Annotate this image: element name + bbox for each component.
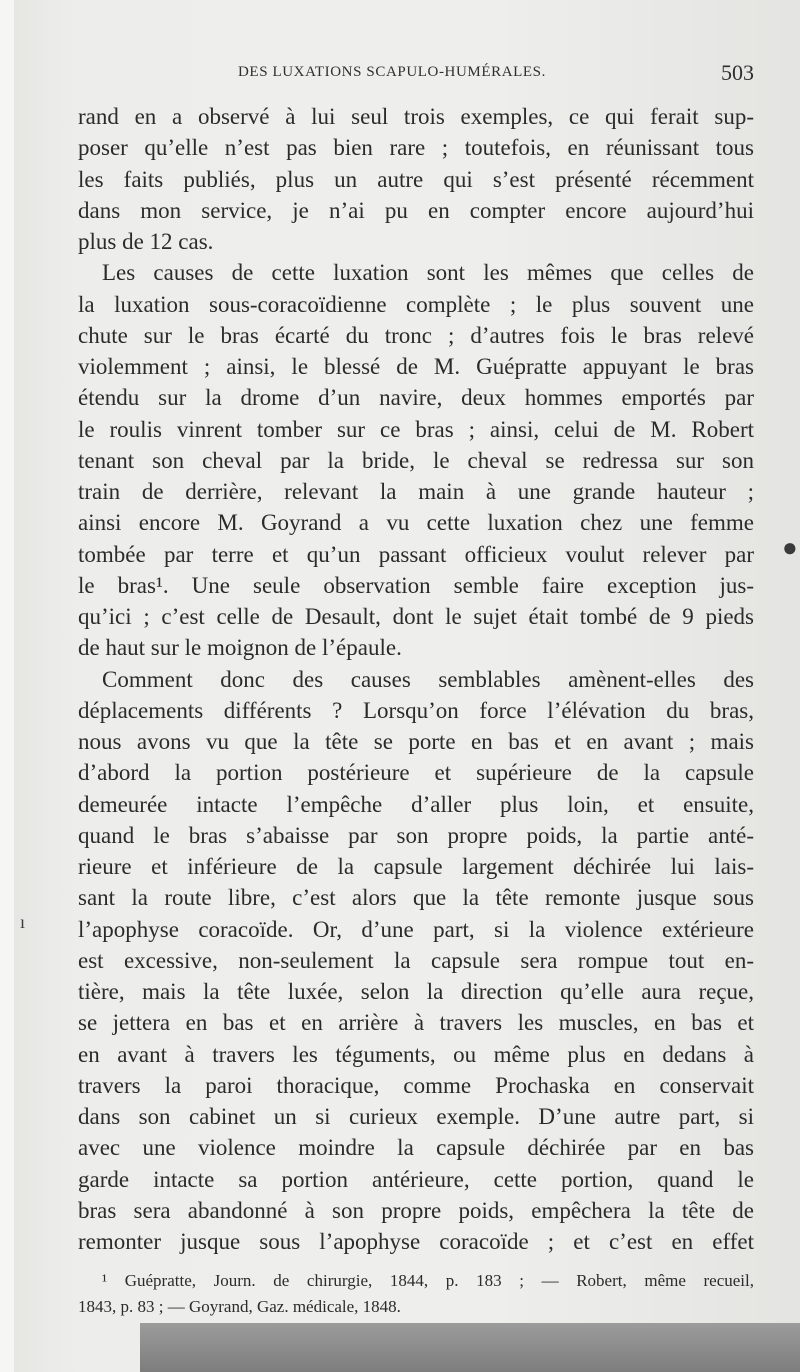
running-head: DES LUXATIONS SCAPULO-HUMÉRALES. (238, 64, 546, 80)
text-line: l’apophyse coracoïde. Or, d’une part, si la violence extérieure (78, 916, 754, 942)
text-line: rieure et inférieure de la capsule largement déchirée lui lais- (78, 854, 754, 879)
paragraph-start-line: Les causes de cette luxation sont les mêmes que celles de (102, 260, 754, 286)
ink-blot-mark: ● (782, 533, 798, 562)
text-line: se jettera en bas et en arrière à travers les muscles, en bas et (78, 1010, 754, 1036)
text-line: dans mon service, je n’ai pu en compter encore aujourd’hui (78, 197, 754, 223)
text-line: les faits publiés, plus un autre qui s’est présenté récemment (78, 166, 754, 192)
text-line: nous avons vu que la tête se porte en bas et en avant ; mais (78, 729, 754, 754)
text-line: déplacements différents ? Lorsqu’on force l’élévation du bras, (78, 697, 754, 723)
text-line: bras sera abandonné à son propre poids, empêchera la tête de (78, 1197, 754, 1223)
margin-tick-mark: ı (20, 912, 26, 932)
body-text (78, 101, 754, 1257)
text-line: le bras¹. Une seule observation semble faire exception jus- (78, 572, 754, 598)
text-line: plus de 12 cas. (78, 229, 214, 254)
paragraph-start-line: Comment donc des causes semblables amènent-elles des (102, 666, 754, 692)
scan-left-edge (0, 0, 14, 1372)
text-line: quand le bras s’abaisse par son propre poids, la partie anté- (78, 822, 754, 848)
text-line: poser qu’elle n’est pas bien rare ; toutefois, en réunissant tous (78, 135, 754, 161)
text-line: avec une violence moindre la capsule déchirée par en bas (78, 1135, 754, 1161)
text-line: violemment ; ainsi, le blessé de M. Guépratte appuyant le bras (78, 354, 754, 379)
text-line: tière, mais la tête luxée, selon la direction qu’elle aura reçue, (78, 979, 754, 1004)
page-number: 503 (721, 60, 754, 85)
text-line: ainsi encore M. Goyrand a vu cette luxation chez une femme (78, 510, 754, 536)
text-line: en avant à travers les téguments, ou même plus en dedans à (78, 1041, 754, 1067)
footnote-line: 1843, p. 83 ; — Goyrand, Gaz. médicale, 1848. (78, 1297, 401, 1316)
text-line: travers la paroi thoracique, comme Prochaska en conservait (78, 1072, 754, 1098)
text-line: étendu sur la drome d’un navire, deux hommes emportés par (78, 385, 754, 411)
footnotes (78, 1268, 754, 1320)
text-line: train de derrière, relevant la main à une grande hauteur ; (78, 479, 754, 504)
text-line: demeurée intacte l’empêche d’aller plus loin, et ensuite, (78, 791, 754, 817)
text-line: garde intacte sa portion antérieure, cette portion, quand le (78, 1166, 754, 1192)
text-line: est excessive, non-seulement la capsule sera rompue tout en- (78, 947, 754, 973)
text-line: chute sur le bras écarté du tronc ; d’autres fois le bras relevé (78, 322, 754, 348)
page-header (238, 60, 754, 86)
text-line: d’abord la portion postérieure et supérieure de la capsule (78, 760, 754, 786)
scan-bottom-shadow (140, 1323, 800, 1372)
text-line: qu’ici ; c’est celle de Desault, dont le sujet était tombé de 9 pieds (78, 604, 754, 629)
text-line: rand en a observé à lui seul trois exemples, ce qui ferait sup- (78, 104, 754, 129)
text-line: tombée par terre et qu’un passant officieux voulut relever par (78, 541, 754, 567)
footnote-line: ¹ Guépratte, Journ. de chirurgie, 1844, p. 183 ; — Robert, même recueil, (102, 1271, 754, 1290)
text-line: remonter jusque sous l’apophyse coracoïde ; et c’est en effet (78, 1229, 754, 1254)
text-line: le roulis vinrent tomber sur ce bras ; ainsi, celui de M. Robert (78, 416, 754, 442)
text-line: dans son cabinet un si curieux exemple. D’une autre part, si (78, 1104, 754, 1129)
text-line: de haut sur le moignon de l’épaule. (78, 635, 402, 661)
text-line: sant la route libre, c’est alors que la tête remonte jusque sous (78, 885, 754, 911)
text-line: la luxation sous-coracoïdienne complète ; le plus souvent une (78, 291, 754, 317)
text-line: tenant son cheval par la bride, le cheval se redressa sur son (78, 447, 754, 473)
